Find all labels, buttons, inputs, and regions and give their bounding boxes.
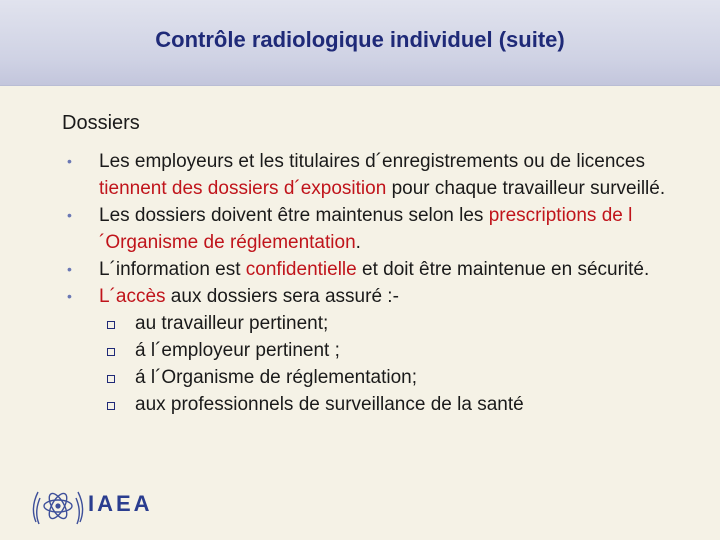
sub-list-text: á l´employeur pertinent ; [135,340,340,361]
sub-list-text: á l´Organisme de réglementation; [135,367,417,388]
checkbox-bullet-icon [107,348,115,356]
bullet-dot-icon: • [67,153,72,169]
checkbox-bullet-icon [107,321,115,329]
bullet-dot-icon: • [67,288,72,304]
highlighted-text: confidentielle [245,259,357,280]
sub-list [99,310,699,418]
sub-list-item [99,310,699,337]
bullet-text: L´information est [99,259,246,280]
bullet-item [67,148,699,202]
bullet-text: pour chaque travailleur surveillé. [386,178,666,199]
section-heading: Dossiers [62,112,140,134]
bullet-item [67,256,699,283]
sub-list-item [99,337,699,364]
bullet-text: . [355,232,361,253]
slide-title: Contrôle radiologique individuel (suite) [155,27,565,52]
bullet-item [67,283,699,418]
highlighted-text: prescriptions de l´Organisme de réglementation [99,205,633,253]
bullet-list [67,148,699,418]
bullet-text: Les employeurs et les titulaires d´enregistrements ou de licences [99,151,645,172]
bullet-item [67,202,699,256]
bullet-text: et doit être maintenue en sécurité. [356,259,650,280]
bullet-text: aux dossiers sera assuré :- [165,286,399,307]
bullet-dot-icon: • [67,207,72,223]
bullet-text: Les dossiers doivent être maintenus selon les [99,205,489,226]
sub-list-text: aux professionnels de surveillance de la santé [135,394,524,415]
iaea-logo-text: IAEA [88,491,153,516]
highlighted-text: tiennent des dossiers d´exposition [99,178,387,199]
checkbox-bullet-icon [107,375,115,383]
iaea-emblem-icon [28,482,88,530]
bullet-dot-icon: • [67,261,72,277]
sub-list-item [99,364,699,391]
sub-list-item [99,391,699,418]
highlighted-text: L´accès [99,286,166,307]
sub-list-text: au travailleur pertinent; [135,313,329,334]
checkbox-bullet-icon [107,402,115,410]
